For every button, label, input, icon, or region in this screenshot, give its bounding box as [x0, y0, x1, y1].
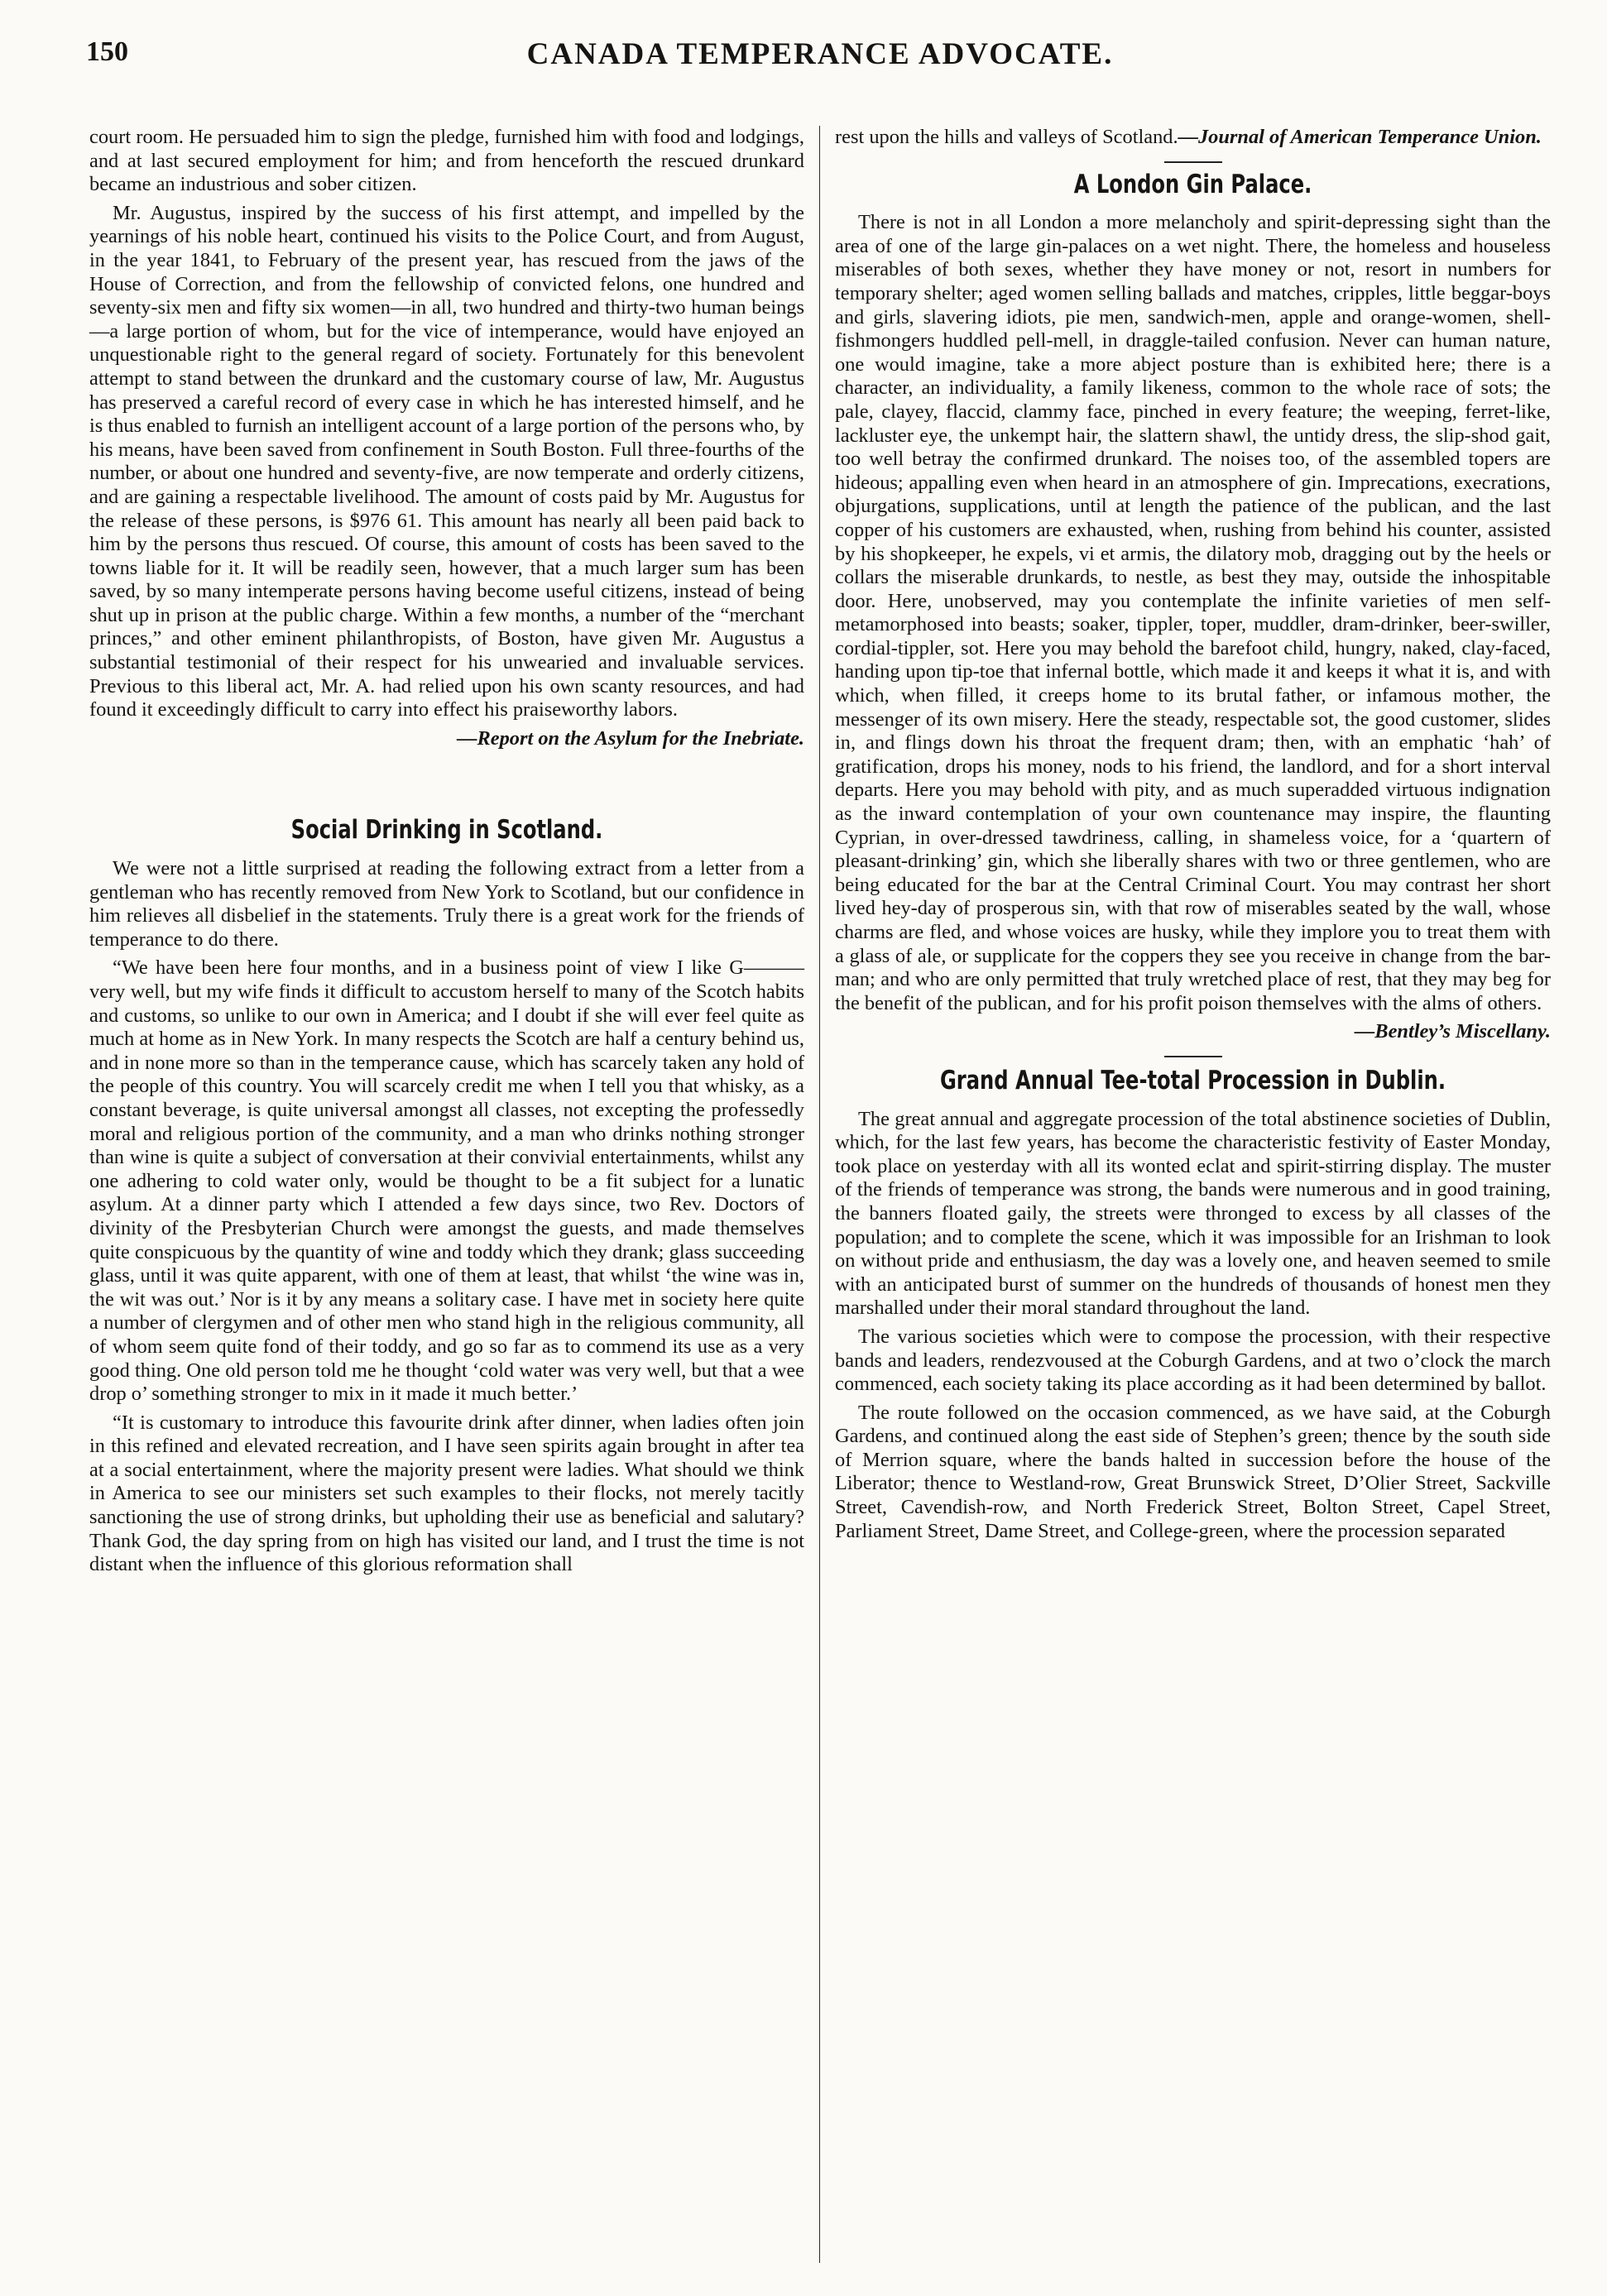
- source-citation: —Bentley’s Miscellany.: [1354, 1020, 1551, 1043]
- two-column-layout: [86, 126, 1554, 2263]
- left-column: [86, 126, 820, 2263]
- body-paragraph: court room. He persuaded him to sign the pledge, furnished him with food and lodgings, and at last secured employment for him; and from henceforth the rescued drunkard became an industrious and sober citizen.: [89, 126, 804, 196]
- running-title: CANADA TEMPERANCE ADVOCATE.: [526, 37, 1114, 71]
- section-divider: [1164, 161, 1222, 163]
- page-number: 150: [86, 36, 128, 67]
- body-paragraph: The various societies which were to compose the procession, with their respective bands and leaders, rendezvoused at the Coburgh Gardens, and at two o’clock the march commenced, each society taking its place according as it had been determined by ballot.: [835, 1325, 1551, 1396]
- source-citation: —Report on the Asylum for the Inebriate.: [457, 726, 804, 750]
- body-paragraph: There is not in all London a more melancholy and spirit-depressing sight than the area of one of the large gin-palaces on a wet night. There, the homeless and houseless miserables of both sexes, whether they have money or not, resort in numbers for temporary shelter; aged women selling ballads and matches, cripples, little beggar-boys and girls, slavering idiots, pie men, sandwich-men, apple and orange-women, shell-fishmongers huddled pell-mell, in draggle-tailed confusion. Never can human nature, one would imagine, take a more abject posture than is exhibited here; there is a character, an individuality, a family likeness, common to the whole race of sots; the pale, clayey, flaccid, clammy face, pinched in every feature; the weeping, ferret-like, lackluster eye, the unkempt hair, the slattern shawl, the untidy dress, the slip-shod gait, too well betray the confirmed drunkard. The noises too, of the assembled topers are hideous; appalling even when heard in an atmosphere of gin. Imprecations, execrations, objurgations, supplications, until at length the patience of the publican, and the last copper of his customers are exhausted, when, rushing from behind his counter, assisted by his shopkeeper, he expels, vi et armis, the dilatory mob, dragging out by the heels or collars the miserable drunkards, to nestle, as best they may, outside the inhospitable door. Here, unobserved, may you contemplate the infinite varieties of men self-metamorphosed into beasts; soaker, tippler, toper, muddler, dram-drinker, beer-swiller, cordial-tippler, sot. Here you may behold the barefoot child, hungry, naked, clay-faced, handing upon tip-toe that infernal bottle, which made it and keeps it what it is, and with which, when filled, it creeps home to its brutal father, or infamous mother, the messenger of its own misery. Here the steady, respectable sot, the good customer, slides in, and flings down his throat the frequent dram; then, with an emphatic ‘hah’ of gratification, drops his money, nods to his friend, the landlord, and for a short interval departs. Here you may behold with pity, and as much superadded virtuous indignation as the inward contemplation of your own countenance may inspire, the flaunting Cyprian, in over-dressed tawdriness, calling, in shameless voice, for a ‘quartern of pleasant-drinking’ gin, which she liberally shares with two or three gentlemen, who are being educated for the bar at the Central Criminal Court. You may contrast her short lived hey-day of prosperous sin, with that row of miserables seated by the wall, whose charms are fled, and whose voices are husky, while they implore you to treat them with a glass of ale, or supplicate for the coppers they see you receive in change from the bar-man; and who are only permitted that truly wretched place of rest, that they may beg for the benefit of the publican, and for his profit poison themselves with the alms of others.: [835, 211, 1551, 1014]
- continued-text: rest upon the hills and valleys of Scotland.: [835, 126, 1178, 148]
- body-paragraph: “It is customary to introduce this favourite drink after dinner, when ladies often join in this refined and elevated recreation, and I have seen spirits again brought in after tea at a social entertainment, where the majority present were ladies. What should we think in America to see our ministers set such examples to their flocks, not merely tacitly sanctioning the use of strong drinks, but upholding their use as beneficial and salutary? Thank God, the day spring from on high has visited our land, and I trust the time is not distant when the influence of this glorious reformation shall: [89, 1411, 804, 1576]
- article-title: A London Gin Palace.: [1073, 169, 1312, 199]
- article-title: Social Drinking in Scotland.: [290, 815, 603, 846]
- body-paragraph: “We have been here four months, and in a business point of view I like G——— very well, but my wife finds it difficult to accustom herself to many of the Scotch habits and customs, so unlike to our own in America; and I doubt if she will ever feel quite as much at home as in New York. In many respects the Scotch are half a century behind us, and in none more so than in the temperance cause, which has scarcely taken any hold of the people of this country. You will scarcely credit me when I tell you that whisky, as a constant beverage, is quite universal amongst all classes, not excepting the professedly moral and religious portion of the community, and a man who drinks nothing stronger than wine is quite a subject of conversation at their convivial entertainments, whilst any one adhering to cold water only, would be thought to be a fit subject for a lunatic asylum. At a dinner party which I attended a few days since, two Rev. Doctors of divinity of the Presbyterian Church were amongst the guests, and made themselves quite conspicuous by the quantity of wine and toddy which they drank; glass succeeding glass, until it was quite apparent, with one of them at least, that whilst ‘the wine was in, the wit was out.’ Nor is it by any means a solitary case. I have met in society here quite a number of clergymen and of other men who stand high in the religious community, all of whom seem quite fond of their toddy, and go so far as to commend its use as a very good thing. One old person told me he thought ‘cold water was very well, but that a wee drop o’ something stronger to mix in it made it much better.’: [89, 956, 804, 1406]
- article-title: Grand Annual Tee-total Procession in Dublin.: [939, 1065, 1446, 1095]
- body-paragraph: Mr. Augustus, inspired by the success of his first attempt, and impelled by the yearnings of his noble heart, continued his visits to the Police Court, and from August, in the year 1841, to February of the present year, has rescued from the jaws of the House of Correction, and from the fellowship of convicted felons, one hundred and seventy-six men and fifty six women—in all, two hundred and thirty-two human beings—a large portion of whom, but for the vice of intemperance, would have enjoyed an unquestionable right to the general regard of society. Fortunately for this benevolent attempt to stand between the drunkard and the customary course of law, Mr. Augustus has preserved a careful record of every case in which he has interested himself, and he is thus enabled to furnish an intelligent account of a large portion of the persons who, by his means, have been saved from confinement in South Boston. Full three-fourths of the number, or about one hundred and seventy-five, are now temperate and orderly citizens, and are gaining a respectable livelihood. The amount of costs paid by Mr. Augustus for the release of these persons, is $976 61. This amount has nearly all been paid back to him by the persons thus rescued. Of course, this amount of costs has been saved to the towns liable for it. It will be readily seen, however, that a much larger sum has been saved, by so many intemperate persons having become useful citizens, instead of being shut up in prison at the public charge. Within a few months, a number of the “merchant princes,” and other eminent philanthropists, of Boston, have given Mr. Augustus a substantial testimonial of their respect for his unwearied and invaluable services. Previous to this liberal act, Mr. A. had relied upon his own scanty resources, and had found it exceedingly difficult to carry into effect his praiseworthy labors.: [89, 201, 804, 721]
- body-paragraph: [835, 126, 1551, 150]
- source-citation: —Journal of American Temperance Union.: [1178, 126, 1542, 148]
- section-divider: [1164, 1056, 1222, 1057]
- right-column: [820, 126, 1554, 2263]
- body-paragraph: We were not a little surprised at reading the following extract from a letter from a gentleman who has recently removed from New York to Scotland, but our confidence in him relieves all disbelief in the statements. Truly there is a great work for the friends of temperance to do there.: [89, 857, 804, 951]
- body-paragraph: The great annual and aggregate procession of the total abstinence societies of Dublin, which, for the last few years, has become the characteristic festivity of Easter Monday, took place on yesterday with all its wonted eclat and spirit-stirring display. The muster of the friends of temperance was strong, the bands were numerous and in good training, the banners floated gaily, the streets were thronged to excess by all classes of the population; and to complete the scene, which it was impossible for an Irishman to look on without pride and enthusiasm, the day was a lovely one, and heaven seemed to smile with an anticipated burst of summer on the hundreds of thousands of honest men they marshalled under their moral standard throughout the land.: [835, 1107, 1551, 1320]
- body-paragraph: The route followed on the occasion commenced, as we have said, at the Coburgh Gardens, and continued along the east side of Stephen’s green; thence by the south side of Merrion square, where the bands halted in succession before the house of the Liberator; thence to Westland-row, Great Brunswick Street, D’Olier Street, Sackville Street, Cavendish-row, and North Frederick Street, Bolton Street, Capel Street, Parliament Street, Dame Street, and College-green, where the procession separated: [835, 1401, 1551, 1542]
- page-header: [86, 36, 1554, 103]
